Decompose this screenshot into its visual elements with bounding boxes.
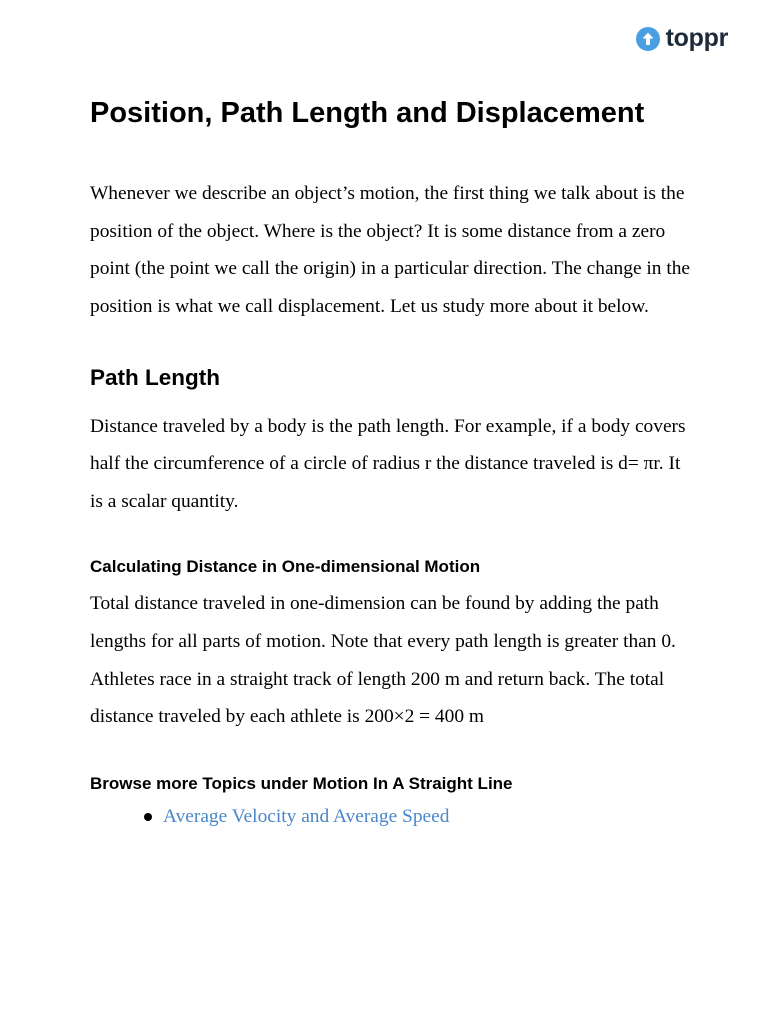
one-dim-paragraph: Total distance traveled in one-dimension can be found by adding the path lengths for all parts of motion. Note that every path length is greater than 0. Athletes race in a straight track of length 200 m and return back. The total distance traveled by each athlete is 200×2 = 400 m — [90, 593, 676, 728]
path-length-paragraph: Distance traveled by a body is the path length. For example, if a body covers half the circumference of a circle of radius r the distance traveled is d= πr. It is a scalar quantity. — [90, 415, 686, 513]
bullet-icon — [144, 813, 152, 821]
list-item — [144, 805, 690, 828]
toppr-logo[interactable] — [636, 26, 728, 51]
page-title: Position, Path Length and Displacement — [90, 97, 645, 129]
intro-paragraph: Whenever we describe an object’s motion, the first thing we talk about is the position of the object. Where is the object? It is some distance from a zero point (the point we call the origin) in a particular direction. The change in the position is what we call displacement. Let us study more about it below. — [90, 182, 691, 317]
one-dim-heading: Calculating Distance in One-dimensional Motion — [90, 556, 481, 576]
logo-text: toppr — [665, 24, 728, 52]
up-arrow-circle-icon — [636, 27, 660, 51]
average-velocity-link[interactable]: Average Velocity and Average Speed — [163, 806, 450, 828]
path-length-heading: Path Length — [90, 364, 220, 390]
browse-topics-heading: Browse more Topics under Motion In A Straight Line — [90, 773, 513, 793]
article-content — [90, 96, 690, 829]
topic-links-list — [90, 805, 690, 828]
